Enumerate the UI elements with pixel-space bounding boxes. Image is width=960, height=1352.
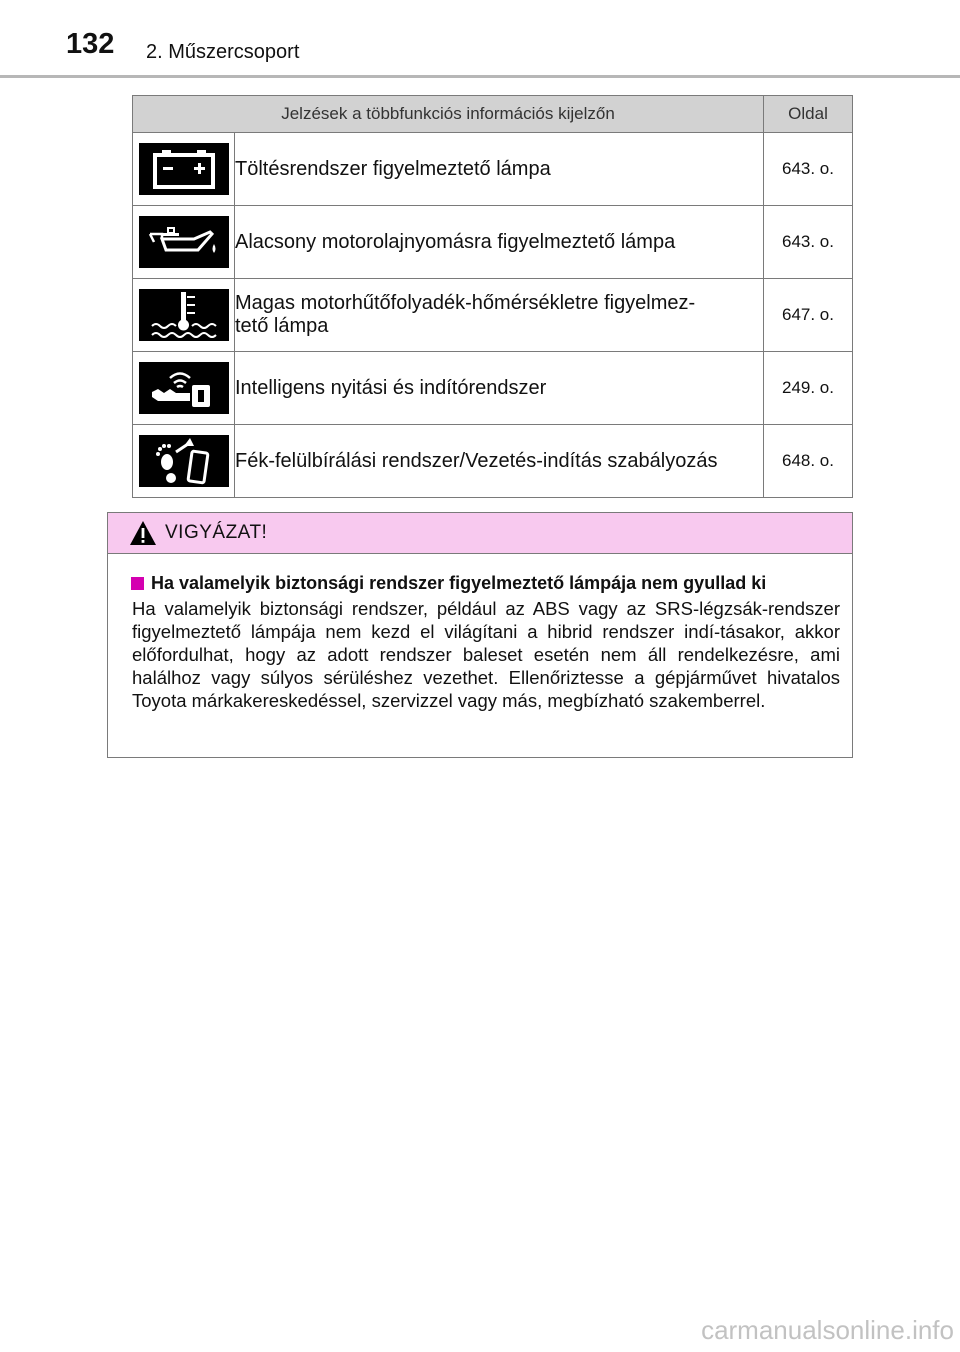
table-row (133, 279, 853, 352)
page-reference: 643. o. (764, 206, 853, 279)
caution-body (108, 554, 852, 712)
oil-can-icon (139, 216, 229, 268)
page-reference: 648. o. (764, 425, 853, 498)
caution-header (108, 513, 852, 554)
table-cell-description: Fék-felülbírálási rendszer/Vezetés-indítás szabályozás (235, 425, 764, 498)
table-cell-description: Intelligens nyitási és indítórendszer (235, 352, 764, 425)
table-cell-description: Magas motorhűtőfolyadék-hőmérsékletre figyelmez- tető lámpa (235, 279, 764, 352)
warning-triangle-icon (129, 520, 157, 546)
section-title: 2. Műszercsoport (146, 41, 300, 63)
coolant-temperature-icon (139, 289, 229, 341)
bullet-square-icon (131, 577, 144, 590)
table-header-row (133, 96, 853, 133)
table-cell-description: Töltésrendszer figyelmeztető lámpa (235, 133, 764, 206)
table-cell-description: Alacsony motorolajnyomásra figyelmeztető lámpa (235, 206, 764, 279)
caution-text: Ha valamelyik biztonsági rendszer, például az ABS vagy az SRS-légzsák-rendszer figyelmeztető lámpája nem kezd el világítani a hibrid rendszer indí-tásakor, akkor előfordulhat, hogy az adott rendszer baleset esetén nem áll rendelkezésre, ami halálhoz vagy súlyos sérüléshez vezethet. Ellenőriztesse a gépjárművet hivatalos Toyota márkakereskedéssel, szervizzel vagy más, megbízható szakemberrel. (132, 598, 840, 711)
page-reference: 249. o. (764, 352, 853, 425)
table-row (133, 206, 853, 279)
caution-label: VIGYÁZAT! (165, 522, 268, 543)
header-divider (0, 75, 960, 78)
column-header-page: Oldal (764, 96, 853, 133)
table-row (133, 352, 853, 425)
page-reference: 643. o. (764, 133, 853, 206)
watermark: carmanualsonline.info (701, 1315, 954, 1345)
caution-heading (131, 573, 840, 594)
battery-icon (139, 143, 229, 195)
caution-heading-text: Ha valamelyik biztonsági rendszer figyelmeztető lámpája nem gyullad ki (151, 573, 767, 593)
brake-override-icon (139, 435, 229, 487)
page-number: 132 (66, 28, 115, 60)
column-header-signal: Jelzések a többfunkciós információs kijelzőn (133, 96, 764, 133)
table-row (133, 425, 853, 498)
warning-lights-table (132, 95, 853, 498)
page-reference: 647. o. (764, 279, 853, 352)
table-row (133, 133, 853, 206)
smart-key-icon (139, 362, 229, 414)
caution-box (107, 512, 853, 758)
